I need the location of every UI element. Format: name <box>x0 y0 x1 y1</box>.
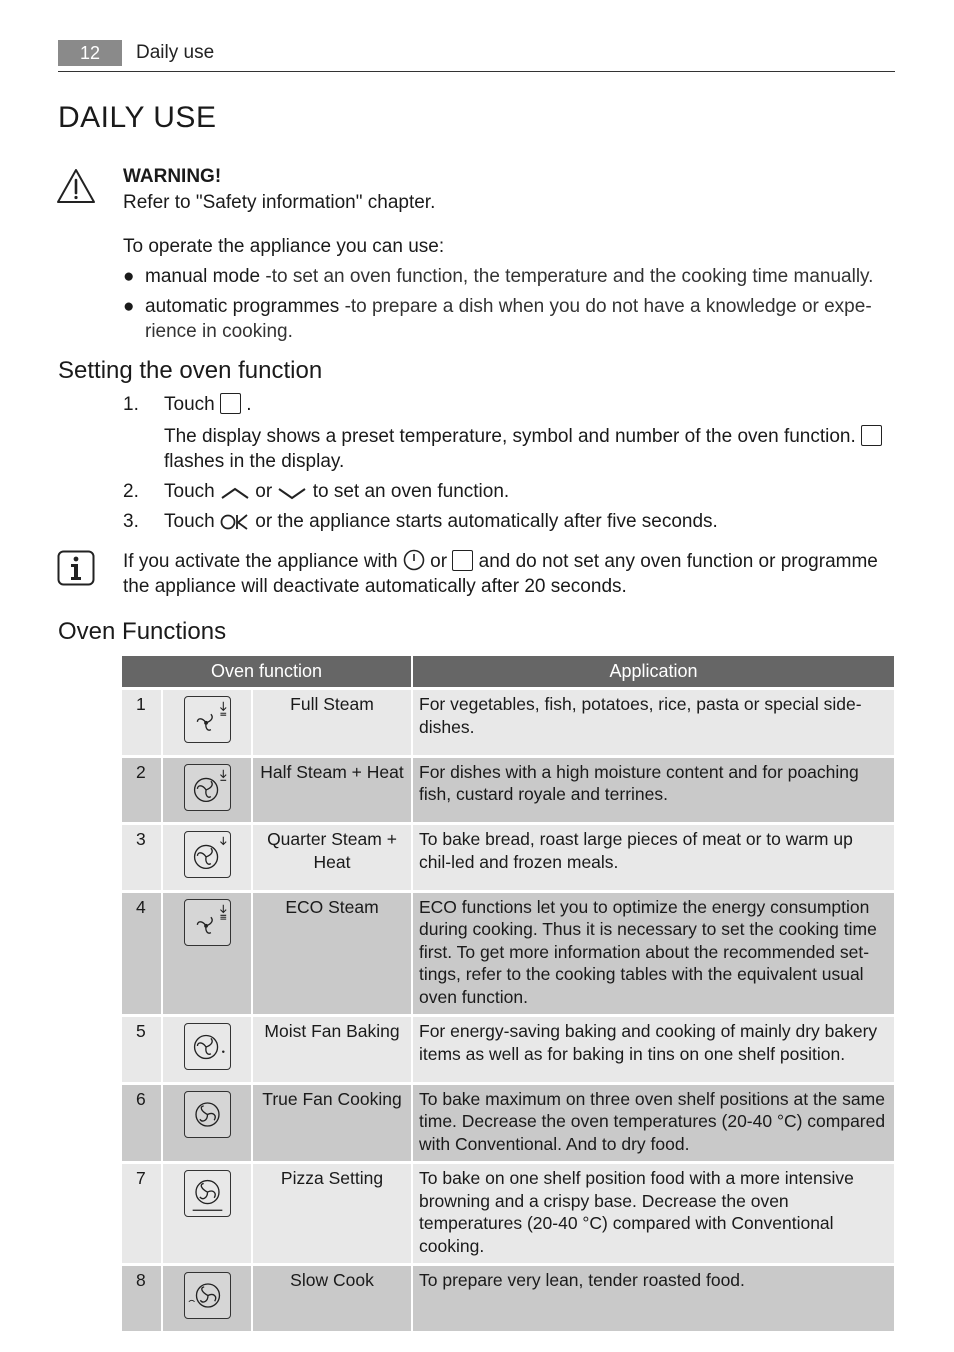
column-header-application: Application <box>413 656 894 687</box>
row-number: 5 <box>122 1014 163 1082</box>
eco-steam-icon <box>184 899 231 946</box>
step-text: . <box>240 394 252 415</box>
row-icon-cell <box>163 687 253 755</box>
step-number: 1. <box>123 394 139 415</box>
function-application: To prepare very lean, tender roasted food. <box>413 1263 894 1331</box>
step-text: or the appliance starts automatically after five seconds. <box>249 511 718 532</box>
setting-steps <box>123 392 898 534</box>
function-name: ECO Steam <box>253 890 413 1015</box>
list-item <box>123 264 898 289</box>
section-heading-oven-functions: Oven Functions <box>58 618 227 645</box>
square-key-icon <box>861 425 882 446</box>
step-1 <box>123 392 898 417</box>
function-name: Full Steam <box>253 687 413 755</box>
slow-cook-icon <box>184 1272 231 1319</box>
function-application: ECO functions let you to optimize the energy consumption during cooking. Thus it is necessary to set the cooking time first. To get more information about the recommended set-tings, refer to the cooking tables with the equivalent usual oven function. <box>413 890 894 1015</box>
function-application: To bake maximum on three oven shelf positions at the same time. Decrease the oven temperatures (20-40 °C) compared with Conventional. And to dry food. <box>413 1082 894 1162</box>
step-number: 2. <box>123 481 139 502</box>
quarter-steam-heat-icon <box>184 831 231 878</box>
function-name: Half Steam + Heat <box>253 755 413 823</box>
full-steam-icon <box>184 696 231 743</box>
bullet-icon: ● <box>123 266 135 287</box>
square-key-icon <box>220 393 241 414</box>
step-text: Touch <box>164 511 220 532</box>
function-application: To bake bread, roast large pieces of meat or to warm up chil-led and frozen meals. <box>413 822 894 890</box>
page-title: DAILY USE <box>58 101 217 134</box>
table-row <box>122 687 894 755</box>
function-name: Slow Cook <box>253 1263 413 1331</box>
true-fan-cooking-icon <box>184 1091 231 1138</box>
half-steam-heat-icon <box>184 764 231 811</box>
row-number: 1 <box>122 687 163 755</box>
chevron-down-icon <box>277 485 307 501</box>
info-text-part: If you activate the appliance with <box>123 551 403 572</box>
mode-list <box>123 264 898 349</box>
table-row <box>122 822 894 890</box>
chevron-up-icon <box>220 485 250 501</box>
table-header-row <box>122 656 894 687</box>
ok-key-icon <box>220 513 250 531</box>
function-name: Pizza Setting <box>253 1161 413 1263</box>
table-row <box>122 890 894 1015</box>
function-name: Moist Fan Baking <box>253 1014 413 1082</box>
step-1-description <box>123 424 898 474</box>
row-icon-cell <box>163 1263 253 1331</box>
mode-term: automatic programmes <box>145 296 340 317</box>
step-text: or <box>249 481 278 502</box>
function-name: True Fan Cooking <box>253 1082 413 1162</box>
function-application: For energy-saving baking and cooking of mainly dry bakery items as well as for baking in tins on one shelf position. <box>413 1014 894 1082</box>
step-text: Touch <box>164 394 220 415</box>
header-section-title: Daily use <box>136 42 215 63</box>
page-header <box>58 40 895 72</box>
section-heading-setting: Setting the oven function <box>58 357 323 384</box>
table-row <box>122 1014 894 1082</box>
row-icon-cell <box>163 755 253 823</box>
info-text-part: or <box>424 551 453 572</box>
function-application: For vegetables, fish, potatoes, rice, pasta or special side-dishes. <box>413 687 894 755</box>
step-3 <box>123 509 898 534</box>
warning-icon <box>56 168 96 204</box>
table-row <box>122 1263 894 1331</box>
row-icon-cell <box>163 890 253 1015</box>
function-application: To bake on one shelf position food with a more intensive browning and a crispy base. Decrease the oven temperatures (20-40 °C) compared with Conventional cooking. <box>413 1161 894 1263</box>
step-text: flashes in the display. <box>164 451 345 472</box>
intro-text: To operate the appliance you can use: <box>123 236 445 257</box>
bullet-icon: ● <box>123 296 135 317</box>
table-row <box>122 1082 894 1162</box>
info-text-part: and do not set any oven function or programme the appliance will deactivate automatically after 20 seconds. <box>123 551 878 597</box>
table-row <box>122 1161 894 1263</box>
row-icon-cell <box>163 1161 253 1263</box>
page-number: 12 <box>58 40 122 66</box>
warning-text: Refer to "Safety information" chapter. <box>123 192 436 213</box>
function-name: Quarter Steam + Heat <box>253 822 413 890</box>
step-2 <box>123 479 898 504</box>
warning-title: WARNING! <box>123 166 222 187</box>
row-number: 6 <box>122 1082 163 1162</box>
info-text <box>123 549 898 599</box>
row-icon-cell <box>163 822 253 890</box>
step-text: to set an oven function. <box>307 481 510 502</box>
mode-text: -to set an oven function, the temperature and the cooking time manually. <box>260 266 874 287</box>
mode-term: manual mode <box>145 266 261 287</box>
function-application: For dishes with a high moisture content and for poaching fish, custard royale and terrines. <box>413 755 894 823</box>
pizza-setting-icon <box>184 1170 231 1217</box>
row-icon-cell <box>163 1014 253 1082</box>
moist-fan-baking-icon <box>184 1023 231 1070</box>
step-text: Touch <box>164 481 220 502</box>
list-item <box>123 294 898 344</box>
oven-functions-table <box>122 656 894 1331</box>
row-number: 4 <box>122 890 163 1015</box>
row-icon-cell <box>163 1082 253 1162</box>
square-key-icon <box>452 550 473 571</box>
row-number: 2 <box>122 755 163 823</box>
step-text: The display shows a preset temperature, symbol and number of the oven function. <box>164 426 862 447</box>
info-icon <box>57 550 95 586</box>
row-number: 7 <box>122 1161 163 1263</box>
table-row <box>122 755 894 823</box>
row-number: 8 <box>122 1263 163 1331</box>
mode-text: -to prepare a dish when you do not have a knowledge or expe-rience in cooking. <box>145 296 872 342</box>
step-number: 3. <box>123 511 139 532</box>
row-number: 3 <box>122 822 163 890</box>
column-header-function: Oven function <box>122 656 413 687</box>
power-icon <box>403 549 425 571</box>
